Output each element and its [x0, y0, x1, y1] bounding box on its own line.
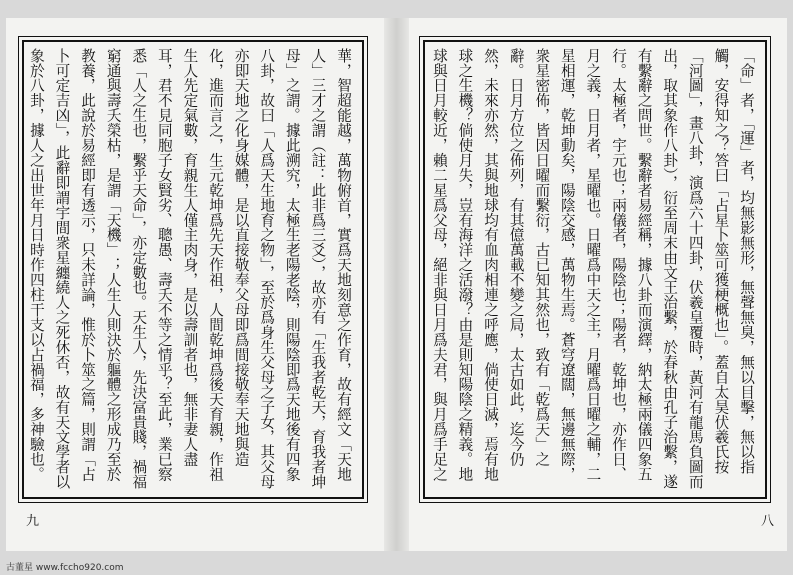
right-page — [409, 18, 787, 551]
right-page-text: 「命」者，「運」者，均無影無形，無聲無臭，無以目擊，無以指觸，安得知之？答曰「占星卜筮可獲梗概也」。蓋自太昊伏羲氏按「河圖」，畫八卦，演爲六十四卦，伏羲皇覆時，黃河有龍馬負圖而出，取其象作八卦），衍至周末由文王治繫，於春秋由孔子治繫，遂有繫辭之問世。繫辭者易經稱，據八卦而演繹，納太極兩儀四象五行。太極者，宇元也；兩儀者，陽陰也；陽者，乾坤也，亦作日、月之義，日月者，星曜也。日曜爲中天之主，月曜爲日曜之輔，二星相運，乾坤動矣，陽陰交感，萬物生焉。蒼穹遼闊，無邊無際，衆星密佈，皆因日曜而繫衍，古已知其然也，致有「乾爲天」之辭。日月方位之佈列，有其億萬載不變之局，太古如此，迄今仍然，未來亦然，其與地球均有血肉相連之呼應，倘使日滅，焉有地球之生機？倘使月失，豈有海洋之活潑？由是則知陽陰之精義。地球與日月較近，賴二星爲父母，絕非與日月爲夫君，與月爲手足之 — [430, 48, 755, 490]
left-page-number: 九 — [26, 514, 40, 529]
left-text-frame — [22, 40, 364, 499]
book-gutter — [384, 18, 409, 551]
right-page-number: 八 — [761, 514, 775, 529]
left-page — [6, 18, 384, 551]
right-text-frame — [423, 40, 767, 499]
left-page-text: 華，智超能越，萬物俯首，實爲天地刻意之作育，故有經文「天地人」三才之謂（註：此非爲三爻），故亦有「生我者乾天，育我者坤母」之謂。據此溯究，太極生老陽老陰，則陽陰即爲天地後有四象八卦，故曰「人爲天生地育之物」，至於爲身生父母之子女，其父母亦即天地之化身媒體，是以直接敬奉父母即爲間接敬奉天地與造化，進而言之，生元乾坤爲先天作祖，人間乾坤爲後天育親，作祖生人先定氣數，育親生人僅主肉身，是以壽訓者也，無非妻人盡耳，君不見同胞子女賢劣、聰愚、壽夭不等之情乎？至此，業已察悉「人之生也，繫乎天命」，亦定數也。天生人，先決富貴賤，禍福窮通與壽夭榮枯，是謂「天機」；人生人則決於軀體之形成乃至於教養，此說於易經即有透示，只未詳論，惟於卜筮之篇，則謂「占卜可定吉凶」，此辭即謂宇間衆星纏繞人之死休否，故有天文學者以象於八卦，據人之出世年月日時作四柱干支以占禍福，多神驗也。 — [27, 48, 352, 490]
site-watermark: 古董星 www.fccho920.com — [6, 563, 124, 573]
